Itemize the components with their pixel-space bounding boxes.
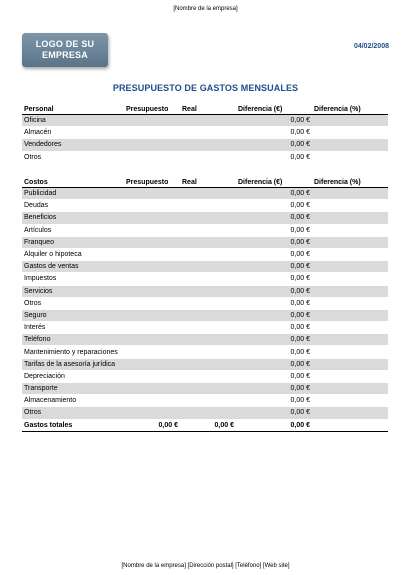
budget-cell[interactable] xyxy=(124,285,180,297)
total-real-cell[interactable]: 0,00 € xyxy=(180,419,236,431)
table-row xyxy=(22,370,388,382)
diff-pct-cell[interactable] xyxy=(312,334,388,346)
diff-cell[interactable]: 0,00 € xyxy=(236,261,312,273)
column-header: Real xyxy=(180,177,236,188)
column-header: Real xyxy=(180,104,236,115)
logo-line-2: EMPRESA xyxy=(42,50,88,60)
table-row xyxy=(22,346,388,358)
table-row xyxy=(22,236,388,248)
real-cell[interactable] xyxy=(180,285,236,297)
budget-cell[interactable] xyxy=(124,297,180,309)
table-row xyxy=(22,383,388,395)
real-cell[interactable] xyxy=(180,395,236,407)
diff-pct-cell[interactable] xyxy=(312,151,388,163)
diff-pct-cell[interactable] xyxy=(312,236,388,248)
diff-cell[interactable]: 0,00 € xyxy=(236,395,312,407)
row-label: Almacén xyxy=(22,127,124,139)
diff-pct-cell[interactable] xyxy=(312,358,388,370)
costos-header-row xyxy=(22,177,388,188)
diff-pct-cell[interactable] xyxy=(312,395,388,407)
diff-cell[interactable]: 0,00 € xyxy=(236,200,312,212)
real-cell[interactable] xyxy=(180,127,236,139)
real-cell[interactable] xyxy=(180,188,236,200)
row-label: Vendedores xyxy=(22,139,124,151)
real-cell[interactable] xyxy=(180,273,236,285)
row-label: Transporte xyxy=(22,383,124,395)
costos-table xyxy=(22,177,388,432)
diff-pct-cell[interactable] xyxy=(312,297,388,309)
table-row xyxy=(22,224,388,236)
row-label: Interés xyxy=(22,322,124,334)
table-row xyxy=(22,139,388,151)
diff-cell[interactable]: 0,00 € xyxy=(236,224,312,236)
budget-cell[interactable] xyxy=(124,346,180,358)
real-cell[interactable] xyxy=(180,115,236,127)
row-label: Oficina xyxy=(22,115,124,127)
budget-cell[interactable] xyxy=(124,334,180,346)
diff-pct-cell[interactable] xyxy=(312,261,388,273)
row-label: Almacenamiento xyxy=(22,395,124,407)
column-header: Presupuesto xyxy=(124,177,180,188)
table-row xyxy=(22,407,388,419)
page-title: PRESUPUESTO DE GASTOS MENSUALES xyxy=(112,83,299,93)
row-label: Otros xyxy=(22,407,124,419)
real-cell[interactable] xyxy=(180,139,236,151)
table-row xyxy=(22,188,388,200)
column-header: Presupuesto xyxy=(124,104,180,115)
company-logo xyxy=(22,33,108,67)
budget-cell[interactable] xyxy=(124,127,180,139)
budget-cell[interactable] xyxy=(124,115,180,127)
row-label: Deudas xyxy=(22,200,124,212)
diff-cell[interactable]: 0,00 € xyxy=(236,407,312,419)
logo-line-1: LOGO DE SU xyxy=(35,39,95,49)
table-row xyxy=(22,127,388,139)
diff-cell[interactable]: 0,00 € xyxy=(236,383,312,395)
column-header: Diferencia (€) xyxy=(236,177,312,188)
diff-pct-cell[interactable] xyxy=(312,248,388,260)
total-diff-pct-cell[interactable] xyxy=(312,419,388,431)
budget-cell[interactable] xyxy=(124,261,180,273)
table-row xyxy=(22,358,388,370)
real-cell[interactable] xyxy=(180,407,236,419)
budget-cell[interactable] xyxy=(124,395,180,407)
diff-cell[interactable]: 0,00 € xyxy=(236,212,312,224)
column-header: Diferencia (€) xyxy=(236,104,312,115)
row-label: Mantenimiento y reparaciones xyxy=(22,346,124,358)
table-row xyxy=(22,212,388,224)
real-cell[interactable] xyxy=(180,212,236,224)
budget-cell[interactable] xyxy=(124,200,180,212)
diff-cell[interactable]: 0,00 € xyxy=(236,115,312,127)
diff-cell[interactable]: 0,00 € xyxy=(236,139,312,151)
budget-cell[interactable] xyxy=(124,212,180,224)
diff-pct-cell[interactable] xyxy=(312,224,388,236)
diff-pct-cell[interactable] xyxy=(312,322,388,334)
diff-pct-cell[interactable] xyxy=(312,212,388,224)
diff-pct-cell[interactable] xyxy=(312,273,388,285)
diff-cell[interactable]: 0,00 € xyxy=(236,127,312,139)
column-header: Costos xyxy=(22,177,124,188)
total-diff-cell[interactable]: 0,00 € xyxy=(236,419,312,431)
diff-pct-cell[interactable] xyxy=(312,383,388,395)
diff-cell[interactable]: 0,00 € xyxy=(236,346,312,358)
budget-cell[interactable] xyxy=(124,383,180,395)
diff-cell[interactable]: 0,00 € xyxy=(236,248,312,260)
row-label: Depreciación xyxy=(22,370,124,382)
real-cell[interactable] xyxy=(180,346,236,358)
budget-cell[interactable] xyxy=(124,248,180,260)
real-cell[interactable] xyxy=(180,151,236,163)
real-cell[interactable] xyxy=(180,358,236,370)
diff-cell[interactable]: 0,00 € xyxy=(236,322,312,334)
diff-cell[interactable]: 0,00 € xyxy=(236,273,312,285)
budget-cell[interactable] xyxy=(124,358,180,370)
budget-cell[interactable] xyxy=(124,407,180,419)
budget-cell[interactable] xyxy=(124,139,180,151)
table-row xyxy=(22,309,388,321)
row-label: Impuestos xyxy=(22,273,124,285)
budget-cell[interactable] xyxy=(124,370,180,382)
row-label: Publicidad xyxy=(22,188,124,200)
table-row xyxy=(22,200,388,212)
row-label: Artículos xyxy=(22,224,124,236)
diff-pct-cell[interactable] xyxy=(312,285,388,297)
table-row xyxy=(22,261,388,273)
row-label: Alquiler o hipoteca xyxy=(22,248,124,260)
budget-cell[interactable] xyxy=(124,188,180,200)
diff-cell[interactable]: 0,00 € xyxy=(236,236,312,248)
diff-pct-cell[interactable] xyxy=(312,139,388,151)
diff-pct-cell[interactable] xyxy=(312,407,388,419)
real-cell[interactable] xyxy=(180,261,236,273)
diff-cell[interactable]: 0,00 € xyxy=(236,370,312,382)
real-cell[interactable] xyxy=(180,200,236,212)
diff-cell[interactable]: 0,00 € xyxy=(236,334,312,346)
diff-cell[interactable]: 0,00 € xyxy=(236,309,312,321)
row-label: Gastos de ventas xyxy=(22,261,124,273)
diff-pct-cell[interactable] xyxy=(312,309,388,321)
diff-cell[interactable]: 0,00 € xyxy=(236,358,312,370)
personal-table xyxy=(22,104,388,164)
total-budget-cell[interactable]: 0,00 € xyxy=(124,419,180,431)
diff-cell[interactable]: 0,00 € xyxy=(236,297,312,309)
real-cell[interactable] xyxy=(180,309,236,321)
real-cell[interactable] xyxy=(180,370,236,382)
row-label: Servicios xyxy=(22,285,124,297)
row-label: Seguro xyxy=(22,309,124,321)
document-date: 04/02/2008 xyxy=(353,43,389,50)
personal-header-row xyxy=(22,104,388,115)
diff-cell[interactable]: 0,00 € xyxy=(236,188,312,200)
table-row xyxy=(22,395,388,407)
table-row xyxy=(22,285,388,297)
footer-contact: [Nombre de la empresa] [Dirección postal] [Teléfono] [Web site] xyxy=(121,563,290,569)
company-name-header: [Nombre de la empresa] xyxy=(173,6,238,12)
budget-cell[interactable] xyxy=(124,236,180,248)
budget-cell[interactable] xyxy=(124,224,180,236)
total-row xyxy=(22,419,388,431)
column-header: Personal xyxy=(22,104,124,115)
budget-cell[interactable] xyxy=(124,273,180,285)
budget-cell[interactable] xyxy=(124,309,180,321)
row-label: Tarifas de la asesoría jurídica xyxy=(22,358,124,370)
real-cell[interactable] xyxy=(180,297,236,309)
diff-pct-cell[interactable] xyxy=(312,346,388,358)
table-row xyxy=(22,322,388,334)
table-row xyxy=(22,297,388,309)
real-cell[interactable] xyxy=(180,224,236,236)
diff-cell[interactable]: 0,00 € xyxy=(236,151,312,163)
real-cell[interactable] xyxy=(180,248,236,260)
diff-pct-cell[interactable] xyxy=(312,115,388,127)
table-row xyxy=(22,115,388,127)
table-row xyxy=(22,248,388,260)
total-label: Gastos totales xyxy=(22,419,124,431)
diff-pct-cell[interactable] xyxy=(312,370,388,382)
row-label: Franqueo xyxy=(22,236,124,248)
row-label: Beneficios xyxy=(22,212,124,224)
budget-cell[interactable] xyxy=(124,322,180,334)
row-label: Otros xyxy=(22,151,124,163)
column-header: Diferencia (%) xyxy=(312,177,388,188)
diff-pct-cell[interactable] xyxy=(312,188,388,200)
table-row xyxy=(22,334,388,346)
row-label: Otros xyxy=(22,297,124,309)
real-cell[interactable] xyxy=(180,236,236,248)
real-cell[interactable] xyxy=(180,322,236,334)
diff-pct-cell[interactable] xyxy=(312,200,388,212)
real-cell[interactable] xyxy=(180,334,236,346)
table-row xyxy=(22,151,388,163)
column-header: Diferencia (%) xyxy=(312,104,388,115)
real-cell[interactable] xyxy=(180,383,236,395)
diff-pct-cell[interactable] xyxy=(312,127,388,139)
budget-cell[interactable] xyxy=(124,151,180,163)
table-row xyxy=(22,273,388,285)
row-label: Teléfono xyxy=(22,334,124,346)
diff-cell[interactable]: 0,00 € xyxy=(236,285,312,297)
